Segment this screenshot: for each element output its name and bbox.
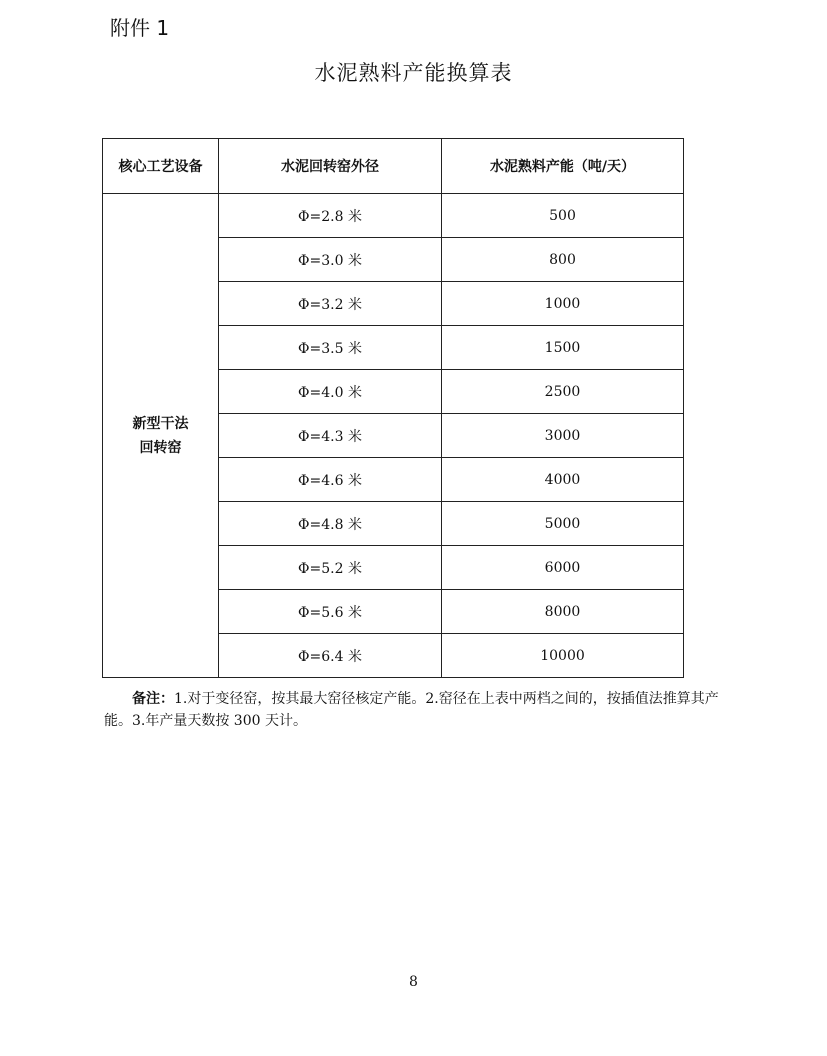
page-title: 水泥熟料产能换算表 bbox=[314, 61, 513, 85]
note-text: 1.对于变径窑，按其最大窑径核定产能。2.窑径在上表中两档之间的，按插值法推算其产能。3.年产量天数按 300 天计。 bbox=[104, 691, 719, 729]
clinker-capacity-cell: 5000 bbox=[442, 502, 684, 546]
clinker-capacity-cell: 1500 bbox=[442, 326, 684, 370]
clinker-capacity-cell: 4000 bbox=[442, 458, 684, 502]
equipment-line-1: 新型干法 bbox=[132, 415, 189, 432]
column-header-kiln-diameter: 水泥回转窑外径 bbox=[219, 139, 442, 194]
kiln-diameter-cell: Φ=5.6 米 bbox=[219, 590, 442, 634]
clinker-capacity-cell: 800 bbox=[442, 238, 684, 282]
kiln-diameter-cell: Φ=4.0 米 bbox=[219, 370, 442, 414]
column-header-equipment: 核心工艺设备 bbox=[103, 139, 219, 194]
table-header-row bbox=[103, 139, 684, 194]
equipment-cell bbox=[103, 194, 219, 678]
note bbox=[104, 688, 720, 732]
kiln-diameter-cell: Φ=4.3 米 bbox=[219, 414, 442, 458]
clinker-capacity-cell: 8000 bbox=[442, 590, 684, 634]
kiln-diameter-cell: Φ=3.2 米 bbox=[219, 282, 442, 326]
kiln-diameter-cell: Φ=2.8 米 bbox=[219, 194, 442, 238]
clinker-capacity-cell: 2500 bbox=[442, 370, 684, 414]
clinker-capacity-cell: 3000 bbox=[442, 414, 684, 458]
kiln-diameter-cell: Φ=6.4 米 bbox=[219, 634, 442, 678]
kiln-diameter-cell: Φ=4.6 米 bbox=[219, 458, 442, 502]
kiln-diameter-cell: Φ=5.2 米 bbox=[219, 546, 442, 590]
clinker-capacity-cell: 1000 bbox=[442, 282, 684, 326]
equipment-line-2: 回转窑 bbox=[139, 439, 182, 456]
clinker-capacity-cell: 6000 bbox=[442, 546, 684, 590]
table-body bbox=[103, 194, 684, 678]
kiln-diameter-cell: Φ=3.0 米 bbox=[219, 238, 442, 282]
clinker-capacity-cell: 500 bbox=[442, 194, 684, 238]
kiln-diameter-cell: Φ=4.8 米 bbox=[219, 502, 442, 546]
capacity-conversion-table bbox=[102, 138, 684, 678]
attachment-label: 附件 1 bbox=[110, 16, 170, 40]
page-number: 8 bbox=[409, 974, 418, 990]
table-row bbox=[103, 194, 684, 238]
column-header-clinker-capacity: 水泥熟料产能（吨/天） bbox=[442, 139, 684, 194]
kiln-diameter-cell: Φ=3.5 米 bbox=[219, 326, 442, 370]
clinker-capacity-cell: 10000 bbox=[442, 634, 684, 678]
note-label: 备注： bbox=[132, 691, 174, 707]
